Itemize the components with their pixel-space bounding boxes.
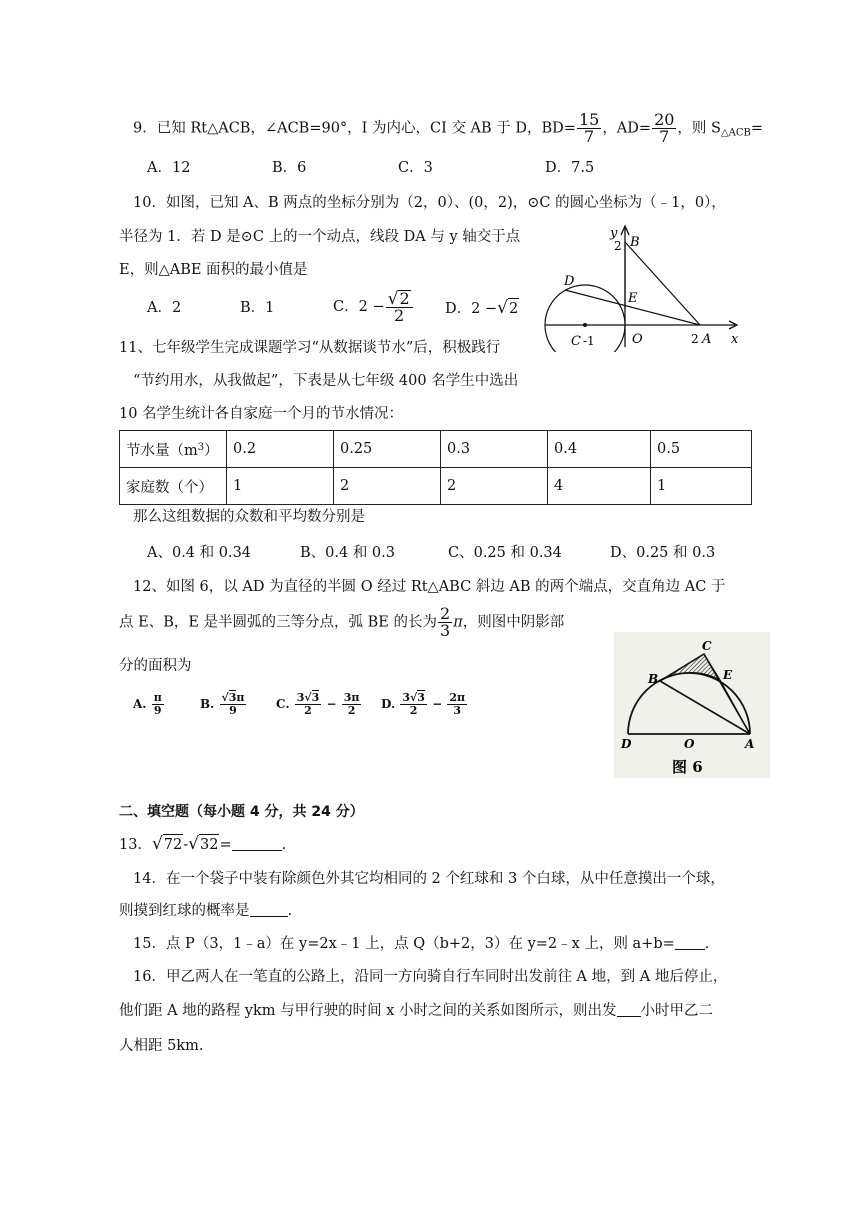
q12-semicircle-figure <box>614 632 770 778</box>
q12-line3: 分的面积为 <box>119 658 192 674</box>
q12-option-a: A. $\frac{\pi}{9}$ <box>133 691 162 717</box>
fig-d-label: D <box>564 274 575 289</box>
q11-option-c: C、0.25 和 0.34 <box>448 545 562 561</box>
q11-option-d: D、0.25 和 0.3 <box>610 545 716 561</box>
q12-line1: 12、如图 6，以 AD 为直径的半圆 O 经过 Rt△ABC 斜边 AB 的两个端点，交直角边 AC 于 <box>133 579 726 595</box>
fig-b-label: B <box>648 672 659 686</box>
table-cell: 1 <box>651 468 752 505</box>
q11-option-a: A、0.4 和 0.34 <box>147 545 252 561</box>
q11-line1: 11、七年级学生完成课题学习“从数据谈节水”后，积极践行 <box>119 340 501 356</box>
fig-a-label: A <box>702 332 712 347</box>
water-saving-table <box>119 430 752 505</box>
fig-caption: 图 6 <box>672 758 703 776</box>
q9-option-d: D．7.5 <box>545 160 595 176</box>
table-cell: 1 <box>227 468 334 505</box>
fig-b-label: B <box>630 235 640 250</box>
q10-option-b: B．1 <box>240 300 275 316</box>
fraction-arc: $\frac{2}{3}$ <box>440 604 451 640</box>
fig-two-x: 2 <box>691 332 699 346</box>
q12-option-d: D. $\frac{3√3}{2}$ − $\frac{2\pi}{3}$ <box>381 691 466 717</box>
q12-option-b: B. $\frac{√3\pi}{9}$ <box>200 691 245 717</box>
q15-line: 15．点 P（3，1﹣a）在 y=2x﹣1 上，点 Q（b+2，3）在 y=2﹣x 上，则 a+b= . <box>133 936 710 952</box>
q9-option-a: A．12 <box>147 160 191 176</box>
q10-option-d: D．2 −√2 <box>445 298 519 318</box>
table-cell: 0.4 <box>548 431 651 468</box>
table-cell: 0.3 <box>441 431 548 468</box>
q13-line: 13．√72-√32= . <box>119 834 287 854</box>
q9-option-c: C．3 <box>398 160 433 176</box>
q12-option-c: C. $\frac{3√3}{2}$ − $\frac{3\pi}{2}$ <box>276 691 360 717</box>
table-row <box>120 431 752 468</box>
section-title: 二、填空题（每小题 4 分，共 24 分） <box>119 804 364 820</box>
table-cell: 家庭数（个） <box>120 468 227 505</box>
q10-line2: 半径为 1．若 D 是⊙C 上的一个动点，线段 DA 与 y 轴交于点 <box>119 229 521 245</box>
answer-blank <box>617 1002 641 1017</box>
table-cell: 节水量$(m^3)$ <box>120 431 227 468</box>
fig-e-label: E <box>723 668 733 682</box>
q11-line4: 那么这组数据的众数和平均数分别是 <box>133 509 365 525</box>
q12-line2: 点 E、B，E 是半圆弧的三等分点，弧 BE 的长为 $\frac{2}{3}$ π，则图中阴影部 <box>119 604 565 640</box>
fig-o-label: O <box>684 737 695 751</box>
q11-line2: “节约用水，从我做起”，下表是从七年级 400 名学生中选出 <box>133 373 519 389</box>
q14-line2: 则摸到红球的概率是 . <box>119 903 293 919</box>
table-cell: 0.2 <box>227 431 334 468</box>
fig-c-label: C <box>571 334 581 349</box>
fig-two-y: 2 <box>614 239 622 253</box>
q16-line2: 他们距 A 地的路程 ykm 与甲行驶的时间 x 小时之间的关系如图所示，则出发 小时甲乙二 <box>119 1003 714 1019</box>
fig-o-label: O <box>632 332 643 347</box>
q9-option-b: B．6 <box>272 160 307 176</box>
table-cell: 0.25 <box>334 431 441 468</box>
table-cell: 0.5 <box>651 431 752 468</box>
q10-line1: 10．如图，已知 A、B 两点的坐标分别为（2，0）、(0，2)，⊙C 的圆心坐标为（﹣1，0）， <box>133 195 726 211</box>
answer-blank <box>250 902 288 917</box>
q14-line1: 14．在一个袋子中装有除颜色外其它均相同的 2 个红球和 3 个白球，从中任意摸出一个球， <box>133 871 725 887</box>
answer-blank <box>232 836 282 851</box>
q10-option-a: A．2 <box>147 300 182 316</box>
q11-option-b: B、0.4 和 0.3 <box>300 545 395 561</box>
table-cell: 4 <box>548 468 651 505</box>
q16-line1: 16．甲乙两人在一笔直的公路上，沿同一方向骑自行车同时出发前往 A 地，到 A 地后停止， <box>133 969 728 985</box>
fraction-ad: $\frac{20}{7}$ <box>654 110 675 146</box>
fig-d-label: D <box>621 737 632 751</box>
table-cell: 2 <box>441 468 548 505</box>
table-cell: 2 <box>334 468 441 505</box>
q16-line3: 人相距 5km. <box>119 1038 204 1054</box>
answer-blank <box>675 935 705 950</box>
fig-y-label: y <box>610 226 618 241</box>
q10-line3: E，则△ABE 面积的最小值是 <box>119 262 308 278</box>
q9-stem: 9．已知 Rt△ACB，∠ACB=90°，I 为内心，CI 交 AB 于 D，BD= $\frac{15}{7}$ ，AD= $\frac{20}{7}$ ，则 $S_{\triangle ACB}=$ <box>133 110 764 146</box>
fraction-bd: $\frac{15}{7}$ <box>578 110 600 146</box>
table-row <box>120 468 752 505</box>
q11-line3: 10 名学生统计各自家庭一个月的节水情况： <box>119 406 404 422</box>
fig-a-label: A <box>745 737 755 751</box>
fig-neg-one: -1 <box>583 334 595 348</box>
fig-x-label: x <box>731 332 739 347</box>
fig-e-label: E <box>628 291 638 306</box>
q10-coordinate-figure <box>535 222 745 352</box>
q10-option-c: C．2 − $\frac{√2}{2}$ <box>333 290 414 324</box>
fig-c-label: C <box>702 639 712 653</box>
